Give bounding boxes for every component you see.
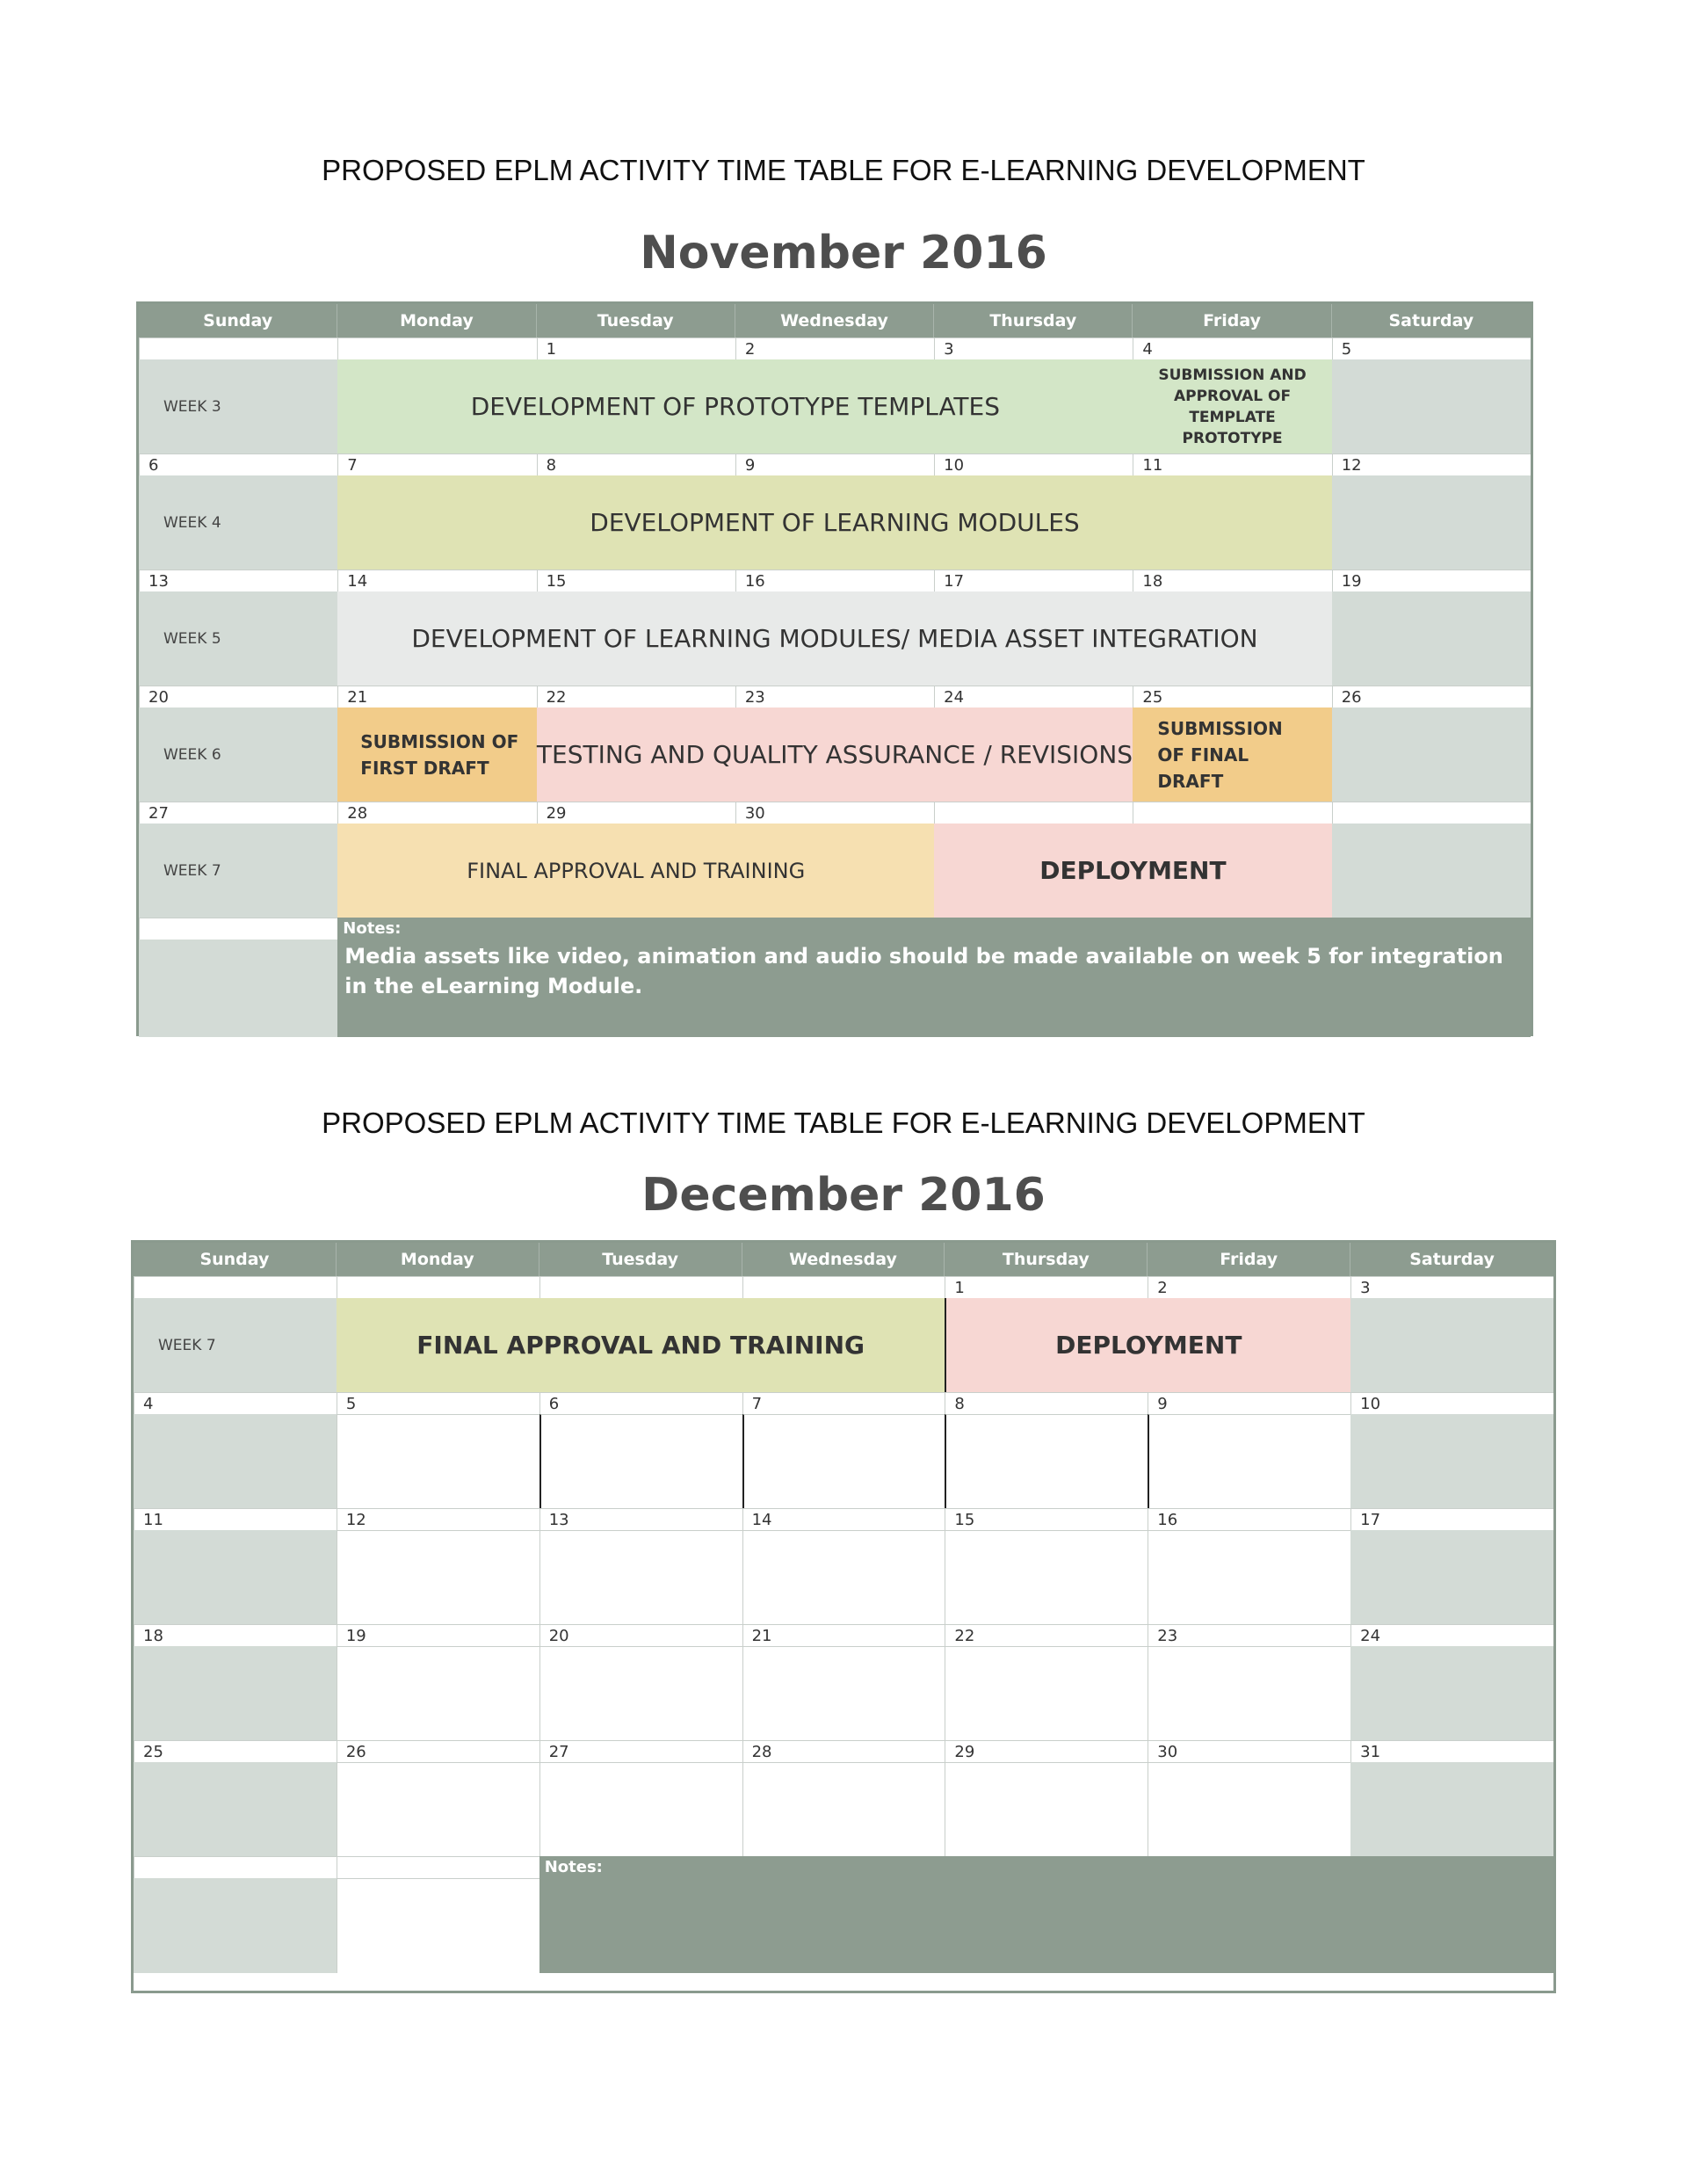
day-cell — [337, 1762, 539, 1856]
day-cell — [945, 1530, 1148, 1624]
event-first-draft: SUBMISSION OF FIRST DRAFT — [337, 707, 536, 802]
date-cell: 18 — [134, 1624, 337, 1646]
date-cell — [337, 337, 536, 359]
notes-side-cell — [337, 1878, 539, 1973]
date-cell — [1133, 802, 1331, 824]
december-calendar — [131, 1240, 1556, 1993]
event-final-approval: FINAL APPROVAL AND TRAINING — [337, 1298, 945, 1392]
event-submission-template: SUBMISSION AND APPROVAL OF TEMPLATE PROTOTYPE — [1133, 359, 1331, 453]
date-cell: 22 — [945, 1624, 1148, 1646]
november-calendar — [136, 301, 1533, 1036]
date-cell: 20 — [139, 686, 337, 707]
day-header-saturday: Saturday — [1350, 1243, 1553, 1276]
day-cell — [539, 1530, 742, 1624]
event-learning-modules: DEVELOPMENT OF LEARNING MODULES — [337, 475, 1331, 570]
date-cell: 17 — [1350, 1508, 1553, 1530]
notes-area — [539, 1878, 1553, 1973]
weekend-cell — [1332, 475, 1531, 570]
day-header-tuesday: Tuesday — [537, 304, 735, 337]
date-cell: 11 — [134, 1508, 337, 1530]
day-cell — [539, 1414, 742, 1508]
week-label: WEEK 6 — [139, 707, 337, 802]
event-prototype-templates: DEVELOPMENT OF PROTOTYPE TEMPLATES — [337, 359, 1133, 453]
date-cell: 8 — [537, 453, 735, 475]
date-cell: 15 — [945, 1508, 1148, 1530]
week-label: WEEK 5 — [139, 591, 337, 686]
day-header-monday: Monday — [337, 304, 536, 337]
weekend-cell — [1350, 1298, 1553, 1392]
date-cell: 14 — [337, 570, 536, 591]
date-cell: 20 — [539, 1624, 742, 1646]
date-cell: 21 — [337, 686, 536, 707]
date-cell — [934, 802, 1133, 824]
date-cell: 22 — [537, 686, 735, 707]
day-header-sunday: Sunday — [134, 1243, 337, 1276]
weekend-cell — [134, 1530, 337, 1624]
date-cell: 3 — [1350, 1276, 1553, 1298]
date-cell: 29 — [537, 802, 735, 824]
november-heading: PROPOSED EPLM ACTIVITY TIME TABLE FOR E-LEARNING DEVELOPMENT — [322, 154, 1365, 186]
notes-side-cell — [134, 1878, 337, 1973]
date-cell: 21 — [742, 1624, 945, 1646]
weekend-cell — [134, 1762, 337, 1856]
date-cell: 2 — [735, 337, 934, 359]
date-cell: 13 — [139, 570, 337, 591]
event-final-draft: SUBMISSION OF FINAL DRAFT — [1133, 707, 1331, 802]
day-cell — [337, 1414, 539, 1508]
date-cell: 10 — [1350, 1392, 1553, 1414]
date-cell: 13 — [539, 1508, 742, 1530]
date-cell: 3 — [934, 337, 1133, 359]
weekend-cell — [1332, 707, 1531, 802]
day-header-sunday: Sunday — [139, 304, 337, 337]
date-cell: 12 — [1332, 453, 1531, 475]
date-cell — [134, 1276, 337, 1298]
date-cell: 2 — [1148, 1276, 1350, 1298]
date-cell: 31 — [1350, 1740, 1553, 1762]
date-cell: 16 — [1148, 1508, 1350, 1530]
day-header-wednesday: Wednesday — [742, 1243, 945, 1276]
date-cell: 7 — [337, 453, 536, 475]
day-cell — [742, 1762, 945, 1856]
date-cell: 1 — [945, 1276, 1148, 1298]
date-cell — [139, 337, 337, 359]
day-cell — [539, 1762, 742, 1856]
day-header-thursday: Thursday — [934, 304, 1133, 337]
date-cell: 24 — [1350, 1624, 1553, 1646]
day-cell — [945, 1762, 1148, 1856]
day-cell — [337, 1646, 539, 1740]
day-cell — [945, 1646, 1148, 1740]
date-cell: 17 — [934, 570, 1133, 591]
day-header-wednesday: Wednesday — [735, 304, 934, 337]
day-cell — [945, 1414, 1148, 1508]
event-testing: TESTING AND QUALITY ASSURANCE / REVISIONS — [537, 707, 1133, 802]
notes-spacer — [139, 918, 337, 940]
day-header-tuesday: Tuesday — [539, 1243, 742, 1276]
date-cell: 23 — [1148, 1624, 1350, 1646]
date-cell: 27 — [539, 1740, 742, 1762]
day-cell — [1148, 1646, 1350, 1740]
weekend-cell — [1350, 1646, 1553, 1740]
weekend-cell — [1350, 1414, 1553, 1508]
date-cell: 28 — [337, 802, 536, 824]
week-label: WEEK 4 — [139, 475, 337, 570]
date-cell: 10 — [934, 453, 1133, 475]
date-cell — [337, 1276, 539, 1298]
event-final-approval: FINAL APPROVAL AND TRAINING — [337, 824, 934, 918]
date-cell: 30 — [735, 802, 934, 824]
date-cell: 26 — [1332, 686, 1531, 707]
week-label: WEEK 7 — [139, 824, 337, 918]
notes-spacer — [134, 1856, 337, 1878]
event-deployment: DEPLOYMENT — [945, 1298, 1350, 1392]
weekend-cell — [134, 1646, 337, 1740]
notes-side-cell — [139, 940, 337, 1037]
date-cell: 6 — [539, 1392, 742, 1414]
december-heading: PROPOSED EPLM ACTIVITY TIME TABLE FOR E-LEARNING DEVELOPMENT — [322, 1107, 1365, 1139]
weekend-cell — [1332, 359, 1531, 453]
week-label: WEEK 7 — [134, 1298, 337, 1392]
date-cell: 14 — [742, 1508, 945, 1530]
date-cell: 26 — [337, 1740, 539, 1762]
date-cell: 6 — [139, 453, 337, 475]
date-cell: 5 — [1332, 337, 1531, 359]
date-cell: 18 — [1133, 570, 1331, 591]
day-header-friday: Friday — [1148, 1243, 1350, 1276]
date-cell: 4 — [134, 1392, 337, 1414]
day-cell — [1148, 1530, 1350, 1624]
day-header-saturday: Saturday — [1332, 304, 1531, 337]
day-cell — [742, 1646, 945, 1740]
weekend-cell — [1350, 1762, 1553, 1856]
weekend-cell — [1350, 1530, 1553, 1624]
date-cell: 30 — [1148, 1740, 1350, 1762]
day-cell — [337, 1530, 539, 1624]
date-cell: 4 — [1133, 337, 1331, 359]
date-cell — [539, 1276, 742, 1298]
event-deployment: DEPLOYMENT — [934, 824, 1332, 918]
date-cell: 1 — [537, 337, 735, 359]
date-cell: 19 — [1332, 570, 1531, 591]
date-cell — [1332, 802, 1531, 824]
event-media-integration: DEVELOPMENT OF LEARNING MODULES/ MEDIA ASSET INTEGRATION — [337, 591, 1331, 686]
date-cell: 8 — [945, 1392, 1148, 1414]
notes-label: Notes: — [539, 1856, 1553, 1878]
notes-spacer — [337, 1856, 539, 1878]
date-cell: 9 — [1148, 1392, 1350, 1414]
november-title: November 2016 — [640, 227, 1047, 279]
weekend-cell — [134, 1414, 337, 1508]
day-cell — [742, 1530, 945, 1624]
date-cell: 24 — [934, 686, 1133, 707]
december-title: December 2016 — [641, 1169, 1046, 1222]
date-cell — [742, 1276, 945, 1298]
date-cell: 9 — [735, 453, 934, 475]
day-cell — [742, 1414, 945, 1508]
day-header-monday: Monday — [337, 1243, 539, 1276]
date-cell: 7 — [742, 1392, 945, 1414]
day-header-friday: Friday — [1133, 304, 1331, 337]
day-header-thursday: Thursday — [945, 1243, 1148, 1276]
weekend-cell — [1332, 824, 1531, 918]
weekend-cell — [1332, 591, 1531, 686]
day-cell — [1148, 1762, 1350, 1856]
date-cell: 11 — [1133, 453, 1331, 475]
date-cell: 23 — [735, 686, 934, 707]
notes-text: Media assets like video, animation and audio should be made available on week 5 for integration in the eLearning Module. — [337, 940, 1531, 1037]
date-cell: 27 — [139, 802, 337, 824]
date-cell: 12 — [337, 1508, 539, 1530]
date-cell: 5 — [337, 1392, 539, 1414]
notes-label: Notes: — [337, 918, 1531, 940]
date-cell: 29 — [945, 1740, 1148, 1762]
date-cell: 16 — [735, 570, 934, 591]
date-cell: 19 — [337, 1624, 539, 1646]
date-cell: 25 — [1133, 686, 1331, 707]
day-cell — [1148, 1414, 1350, 1508]
date-cell: 25 — [134, 1740, 337, 1762]
week-label: WEEK 3 — [139, 359, 337, 453]
date-cell: 15 — [537, 570, 735, 591]
day-cell — [539, 1646, 742, 1740]
date-cell: 28 — [742, 1740, 945, 1762]
